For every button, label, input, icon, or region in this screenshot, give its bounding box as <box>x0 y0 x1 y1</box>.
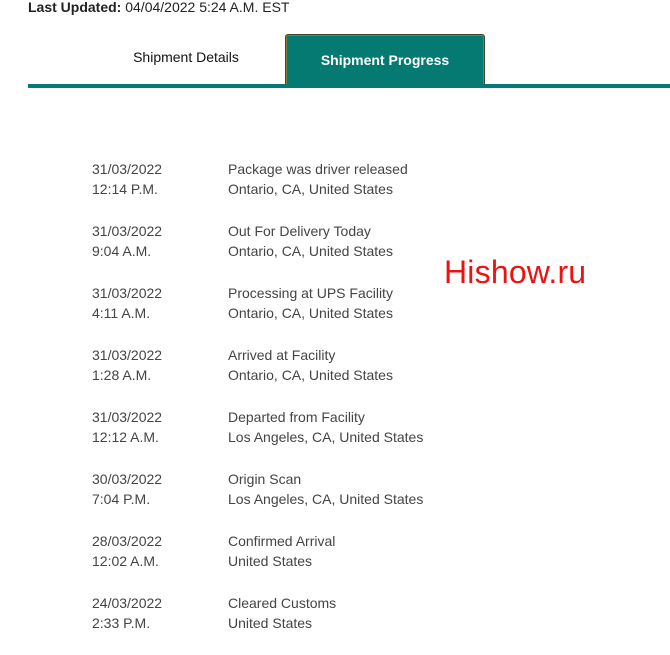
progress-event <box>0 345 670 407</box>
tab-shipment-progress[interactable] <box>285 34 485 85</box>
event-time: 1:28 A.M. <box>92 367 152 383</box>
event-time: 4:11 A.M. <box>92 305 151 321</box>
tab-shipment-details-label: Shipment Details <box>133 49 239 65</box>
event-details <box>228 469 528 509</box>
event-status: Arrived at Facility <box>228 347 336 363</box>
tab-underline-bar <box>28 84 670 88</box>
event-datetime <box>92 531 212 571</box>
event-location: Ontario, CA, United States <box>228 181 393 197</box>
event-datetime <box>92 159 212 199</box>
event-date: 24/03/2022 <box>92 595 163 611</box>
event-datetime <box>92 469 212 509</box>
event-date: 31/03/2022 <box>92 161 163 177</box>
event-date: 28/03/2022 <box>92 533 163 549</box>
event-location: Los Angeles, CA, United States <box>228 491 424 507</box>
event-date: 30/03/2022 <box>92 471 163 487</box>
event-datetime <box>92 593 212 633</box>
event-date: 31/03/2022 <box>92 347 163 363</box>
event-time: 9:04 A.M. <box>92 243 152 259</box>
event-details <box>228 531 528 571</box>
event-time: 2:33 P.M. <box>92 615 151 631</box>
event-time: 12:12 A.M. <box>92 429 159 445</box>
progress-event <box>0 159 670 221</box>
event-datetime <box>92 221 212 261</box>
event-location: United States <box>228 553 313 569</box>
event-time: 12:14 P.M. <box>92 181 158 197</box>
event-datetime <box>92 283 212 323</box>
tab-shipment-details[interactable] <box>96 34 276 84</box>
event-location: Los Angeles, CA, United States <box>228 429 424 445</box>
event-location: Ontario, CA, United States <box>228 243 393 259</box>
event-status: Out For Delivery Today <box>228 223 371 239</box>
event-details <box>228 593 528 633</box>
event-status: Processing at UPS Facility <box>228 285 393 301</box>
watermark-text: Hishow.ru <box>444 254 587 290</box>
progress-event <box>0 407 670 469</box>
event-status: Origin Scan <box>228 471 302 487</box>
event-status: Cleared Customs <box>228 595 337 611</box>
event-date: 31/03/2022 <box>92 409 163 425</box>
event-details <box>228 345 528 385</box>
event-details <box>228 159 528 199</box>
event-details <box>228 407 528 447</box>
event-location: Ontario, CA, United States <box>228 367 393 383</box>
event-status: Package was driver released <box>228 161 408 177</box>
tab-shipment-progress-label: Shipment Progress <box>320 52 450 68</box>
event-time: 12:02 A.M. <box>92 553 159 569</box>
event-date: 31/03/2022 <box>92 223 163 239</box>
event-datetime <box>92 345 212 385</box>
progress-event <box>0 283 670 345</box>
event-datetime <box>92 407 212 447</box>
progress-event <box>0 469 670 531</box>
last-updated-value: 04/04/2022 5:24 A.M. EST <box>125 0 290 15</box>
last-updated-label: Last Updated: <box>28 0 122 15</box>
event-time: 7:04 P.M. <box>92 491 151 507</box>
event-status: Departed from Facility <box>228 409 365 425</box>
event-date: 31/03/2022 <box>92 285 163 301</box>
event-location: United States <box>228 615 313 631</box>
event-status: Confirmed Arrival <box>228 533 336 549</box>
progress-event <box>0 593 670 655</box>
shipment-progress-list <box>0 159 670 655</box>
last-updated <box>28 0 289 15</box>
progress-event <box>0 531 670 593</box>
event-location: Ontario, CA, United States <box>228 305 393 321</box>
